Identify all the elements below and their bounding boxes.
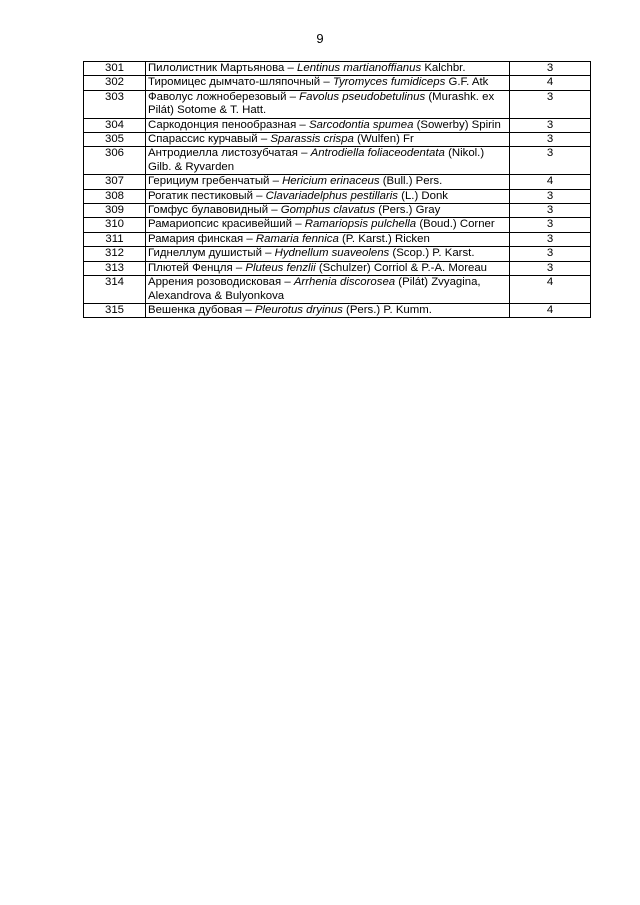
table-row [84,118,591,132]
name-separator: – [284,62,298,74]
author-citation: (Scop.) P. Karst. [389,247,475,260]
table-row [84,147,591,175]
author-citation: (Pilát) Zvyagina, Alexandrova & Bulyonkova [148,276,481,302]
species-name-cell [146,247,510,261]
latin-name: Favolus pseudobetulinus [299,90,426,103]
row-number: 310 [84,218,146,232]
row-number: 313 [84,261,146,275]
latin-name: Ramariopsis pulchella [304,218,417,231]
category-cell: 3 [510,118,591,132]
name-separator: – [296,118,309,131]
species-name-cell [146,218,510,232]
category-cell: 4 [510,76,591,90]
name-separator: – [281,276,294,289]
russian-name: Фаволус ложноберезовый [148,90,287,103]
name-separator: – [268,204,281,217]
category-cell: 3 [510,189,591,203]
species-name-cell [146,90,510,118]
author-citation: (Sowerby) Spirin [413,118,501,131]
author-citation: (Schulzer) Corriol & P.-A. Moreau [315,261,487,274]
name-separator: – [232,261,246,274]
russian-name: Аррения розоводисковая [148,276,282,289]
author-citation: G.F. Atk [445,76,489,89]
species-name-cell [146,133,510,147]
russian-name: Антродиелла листозубчатая [148,147,298,160]
russian-name: Вешенка дубовая [148,303,243,316]
species-name-cell [146,76,510,90]
author-citation: (L.) Donk [397,189,448,202]
category-cell: 3 [510,261,591,275]
russian-name: Тиромицес дымчато-шляпочный [148,76,321,89]
latin-name: Arrhenia discorosea [293,276,396,289]
table-row [84,133,591,147]
latin-name: Clavariadelphus pestillaris [265,189,398,202]
row-number: 312 [84,247,146,261]
page-number: 9 [316,31,324,46]
russian-name: Гиднеллум душистый [148,247,262,260]
name-separator: – [261,247,275,260]
name-separator: – [320,76,333,89]
name-separator: – [242,303,255,316]
category-cell: 4 [510,276,591,304]
russian-name: Рамария финская [148,232,244,245]
species-name-cell [146,147,510,175]
row-number: 307 [84,175,146,189]
table-row [84,232,591,246]
latin-name: Hydnellum suaveolens [274,247,390,260]
species-name-cell [146,204,510,218]
table-row [84,90,591,118]
russian-name: Гомфус булавовидный [148,204,269,217]
category-cell: 3 [510,218,591,232]
latin-name: Antrodiella foliaceodentata [310,147,445,160]
table-row [84,218,591,232]
category-cell: 4 [510,175,591,189]
table-row [84,303,591,317]
row-number: 315 [84,303,146,317]
table-row [84,62,591,76]
name-separator: – [286,90,300,103]
author-citation: (Boud.) Corner [416,218,495,231]
latin-name: Gomphus clavatus [280,204,376,217]
latin-name: Hericium erinaceus [282,175,380,188]
species-name-cell [146,189,510,203]
name-separator: – [297,147,311,160]
russian-name: Плютей Фенцля [148,261,233,274]
table-row [84,247,591,261]
author-citation: (Bull.) Pers. [379,175,443,188]
name-separator: – [292,218,305,231]
species-name-cell [146,175,510,189]
row-number: 304 [84,118,146,132]
row-number: 308 [84,189,146,203]
latin-name: Ramaria fennica [255,232,339,245]
row-number: 301 [84,62,146,76]
author-citation: (Murashk. ex Pilát) Sotome & T. Hatt. [148,90,495,117]
category-cell: 4 [510,303,591,317]
category-cell: 3 [510,147,591,175]
category-cell: 3 [510,247,591,261]
latin-name: Sparassis crispa [270,133,354,146]
russian-name: Герициум гребенчатый [148,175,270,188]
row-number: 314 [84,276,146,304]
species-name-cell [146,303,510,317]
row-number: 306 [84,147,146,175]
name-separator: – [252,189,266,202]
table-row [84,276,591,304]
russian-name: Спарассис курчавый [148,133,258,146]
category-cell: 3 [510,232,591,246]
name-separator: – [269,175,283,188]
category-cell: 3 [510,62,591,76]
name-separator: – [257,133,271,146]
row-number: 302 [84,76,146,90]
category-cell: 3 [510,133,591,147]
russian-name: Пилолистник Мартьянова [148,62,285,74]
species-name-cell [146,62,510,76]
author-citation: (Pers.) P. Kumm. [342,303,432,316]
table-row [84,204,591,218]
latin-name: Tyromyces fumidiceps [332,76,446,89]
author-citation: (Wulfen) Fr [353,133,414,146]
species-name-cell [146,276,510,304]
table-row [84,76,591,90]
latin-name: Pluteus fenzlii [245,261,316,274]
category-cell: 3 [510,204,591,218]
table-row [84,261,591,275]
russian-name: Рогатик пестиковый [148,189,253,202]
latin-name: Pleurotus dryinus [254,303,343,316]
species-name-cell [146,232,510,246]
species-table [83,61,591,318]
latin-name: Lentinus martianoffianus [297,62,422,74]
row-number: 305 [84,133,146,147]
row-number: 309 [84,204,146,218]
species-name-cell [146,261,510,275]
author-citation: Kalchbr. [421,62,466,74]
author-citation: (Pers.) Gray [375,204,441,217]
author-citation: (P. Karst.) Ricken [338,232,430,245]
russian-name: Саркодонция пенообразная [148,118,297,131]
row-number: 303 [84,90,146,118]
species-table-body [84,62,591,318]
row-number: 311 [84,232,146,246]
name-separator: – [243,232,256,245]
category-cell: 3 [510,90,591,118]
table-row [84,175,591,189]
species-name-cell [146,118,510,132]
author-citation: (Nikol.) Gilb. & Ryvarden [148,147,485,173]
latin-name: Sarcodontia spumea [308,118,414,131]
russian-name: Рамариопсис красивейший [148,218,293,231]
table-row [84,189,591,203]
